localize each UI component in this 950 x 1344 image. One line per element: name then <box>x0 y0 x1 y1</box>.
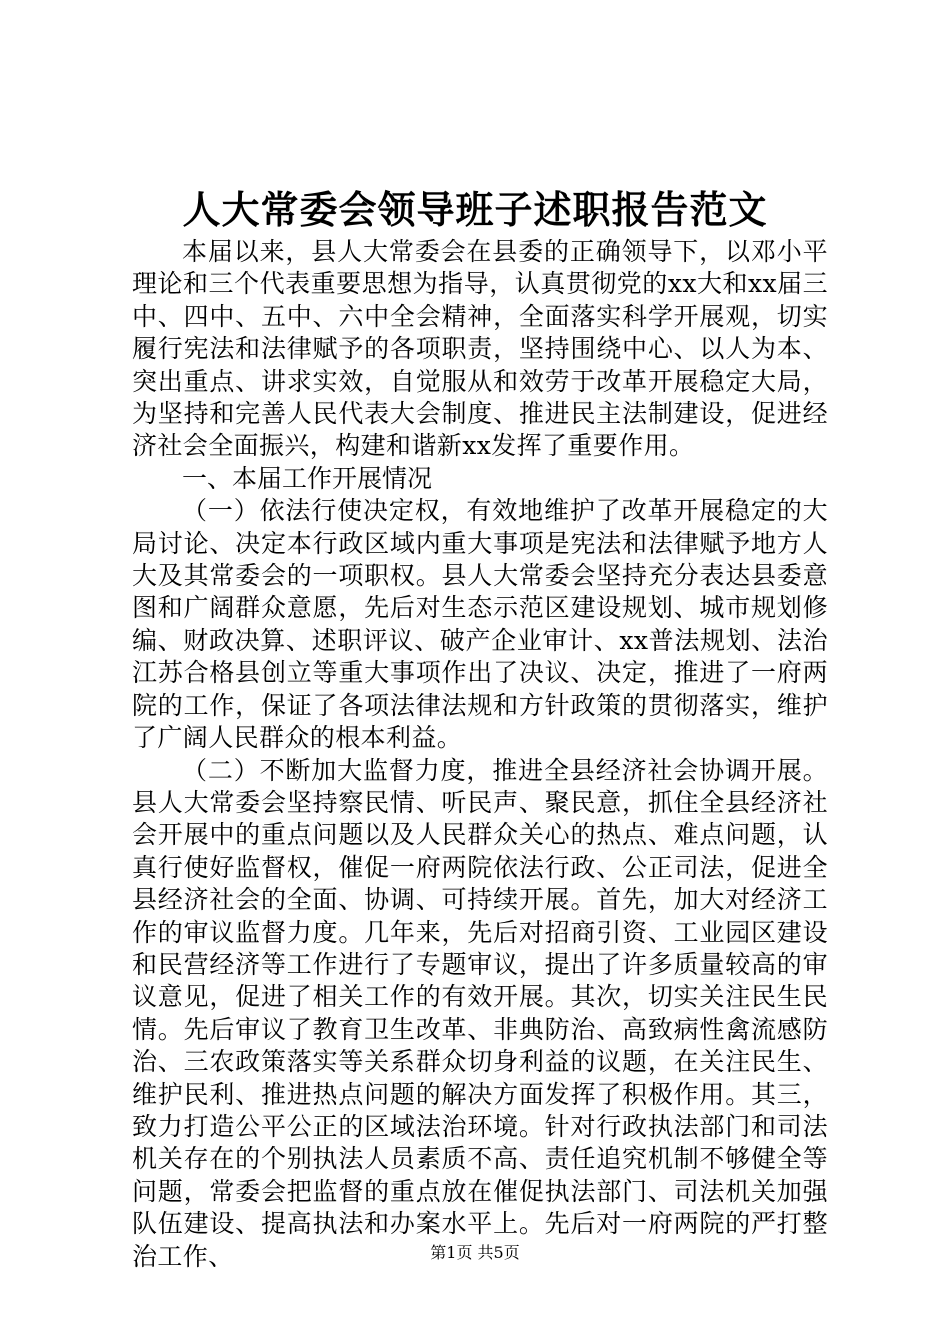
section-2-paragraph: （二）不断加大监督力度，推进全县经济社会协调开展。县人大常委会坚持察民情、听民声、聚民意，抓住全县经济社会开展中的重点问题以及人民群众关心的热点、难点问题，认真行使好监督权，催促一府两院依法行政、公正司法，促进全县经济社会的全面、协调、可持续开展。首先，加大对经济工作的审议监督力度。几年来，先后对招商引资、工业园区建设和民营经济等工作进行了专题审议，提出了许多质量较高的审议意见，促进了相关工作的有效开展。其次，切实关注民生民情。先后审议了教育卫生改革、非典防治、高致病性禽流感防治、三农政策落实等关系群众切身利益的议题，在关注民生、维护民利、推进热点问题的解决方面发挥了积极作用。其三，致力打造公平公正的区域法治环境。针对行政执法部门和司法机关存在的个别执法人员素质不高、责任追究机制不够健全等问题，常委会把监督的重点放在催促执法部门、司法机关加强队伍建设、提高执法和办案水平上。先后对一府两院的严打整治工作、 <box>132 755 828 1271</box>
section-1-paragraph: （一）依法行使决定权，有效地维护了改革开展稳定的大局讨论、决定本行政区域内重大事项是宪法和法律赋予地方人大及其常委会的一项职权。县人大常委会坚持充分表达县委意图和广阔群众意愿，先后对生态示范区建设规划、城市规划修编、财政决算、述职评议、破产企业审计、xx普法规划、法治江苏合格县创立等重大事项作出了决议、决定，推进了一府两院的工作，保证了各项法律法规和方针政策的贯彻落实，维护了广阔人民群众的根本利益。 <box>132 496 828 753</box>
section-heading: 一、本届工作开展情况 <box>182 463 433 493</box>
document-title: 人大常委会领导班子述职报告范文 <box>182 187 768 232</box>
page-footer: 第1页 共5页 <box>430 1243 520 1262</box>
intro-paragraph: 本届以来，县人大常委会在县委的正确领导下，以邓小平理论和三个代表重要思想为指导，认真贯彻党的xx大和xx届三中、四中、五中、六中全会精神，全面落实科学开展观，切实履行宪法和法律赋予的各项职责，坚持围绕中心、以人为本、突出重点、讲求实效，自觉服从和效劳于改革开展稳定大局，为坚持和完善人民代表大会制度、推进民主法制建设，促进经济社会全面振兴，构建和谐新xx发挥了重要作用。 <box>132 237 828 461</box>
document-body <box>132 236 828 1273</box>
